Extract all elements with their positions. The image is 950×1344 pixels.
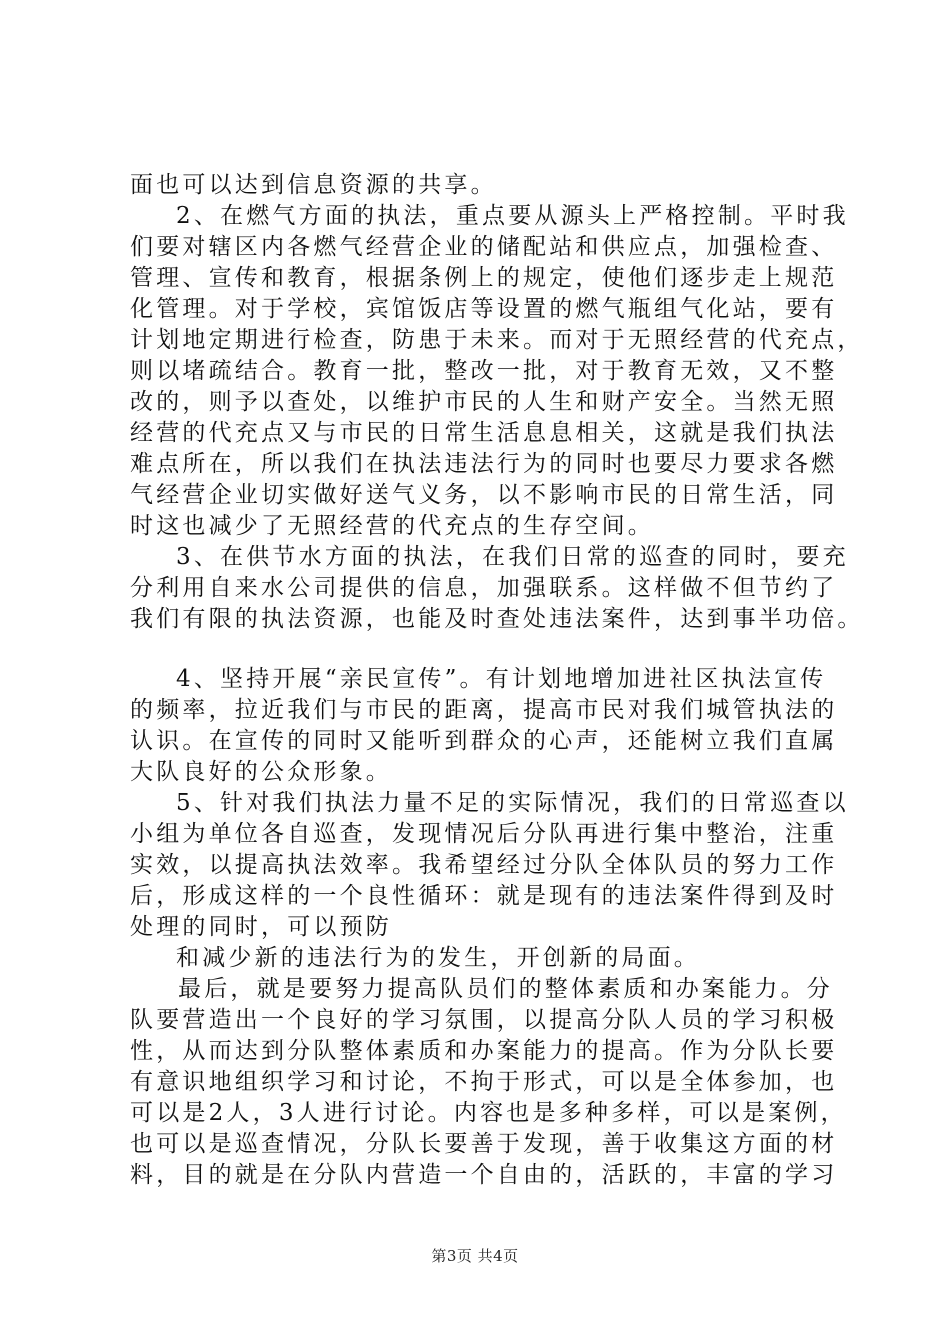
paragraph-2-start: 2、在燃气方面的执法，重点要从源头上严格控制。平时我 bbox=[176, 203, 849, 229]
paragraph-3-start: 3、在供节水方面的执法，在我们日常的巡查的同时，要充 bbox=[176, 544, 849, 570]
paragraph-4-start: 4、坚持开展“亲民宣传”。有计划地增加进社区执法宣传 bbox=[176, 666, 827, 692]
text-line: 性，从而达到分队整体素质和办案能力的提高。作为分队长要 bbox=[130, 1038, 838, 1064]
page-number-footer: 第3页 共4页 bbox=[431, 1247, 519, 1265]
text-line: 化管理。对于学校，宾馆饭店等设置的燃气瓶组气化站，要有 bbox=[130, 296, 838, 322]
text-line: 气经营企业切实做好送气义务，以不影响市民的日常生活，同 bbox=[130, 482, 838, 508]
text-line: 处理的同时，可以预防 bbox=[130, 914, 392, 940]
text-line: 分利用自来水公司提供的信息，加强联系。这样做不但节约了 bbox=[130, 575, 838, 601]
text-line: 和减少新的违法行为的发生，开创新的局面。 bbox=[176, 945, 700, 971]
text-line: 认识。在宣传的同时又能听到群众的心声，还能树立我们直属 bbox=[130, 728, 838, 754]
text-line: 料，目的就是在分队内营造一个自由的，活跃的，丰富的学习 bbox=[130, 1162, 838, 1188]
text-line: 面也可以达到信息资源的共享。 bbox=[130, 172, 497, 198]
text-line: 后，形成这样的一个良性循环：就是现有的违法案件得到及时 bbox=[130, 883, 838, 909]
text-line: 也可以是巡查情况，分队长要善于发现，善于收集这方面的材 bbox=[130, 1131, 838, 1157]
text-line: 经营的代充点又与市民的日常生活息息相关，这就是我们执法 bbox=[130, 420, 838, 446]
text-line: 可以是2人，3人进行讨论。内容也是多种多样，可以是案例， bbox=[130, 1100, 847, 1126]
paragraph-final-start: 最后，就是要努力提高队员们的整体素质和办案能力。分 bbox=[178, 976, 833, 1002]
text-line: 实效，以提高执法效率。我希望经过分队全体队员的努力工作 bbox=[130, 852, 838, 878]
text-line: 难点所在，所以我们在执法违法行为的同时也要尽力要求各燃 bbox=[130, 451, 838, 477]
text-line: 大队良好的公众形象。 bbox=[130, 759, 392, 785]
text-line: 则以堵疏结合。教育一批，整改一批，对于教育无效，又不整 bbox=[130, 358, 838, 384]
text-line: 们要对辖区内各燃气经营企业的储配站和供应点，加强检查、 bbox=[130, 234, 838, 260]
text-line: 时这也减少了无照经营的代充点的生存空间。 bbox=[130, 513, 654, 539]
text-line: 我们有限的执法资源，也能及时查处违法案件，达到事半功倍。 bbox=[130, 606, 864, 632]
text-line: 管理、宣传和教育，根据条例上的规定，使他们逐步走上规范 bbox=[130, 265, 838, 291]
text-line: 小组为单位各自巡查，发现情况后分队再进行集中整治，注重 bbox=[130, 821, 838, 847]
paragraph-5-start: 5、针对我们执法力量不足的实际情况，我们的日常巡查以 bbox=[176, 790, 849, 816]
text-line: 计划地定期进行检查，防患于未来。而对于无照经营的代充点， bbox=[130, 327, 864, 353]
text-line: 队要营造出一个良好的学习氛围，以提高分队人员的学习积极 bbox=[130, 1007, 838, 1033]
text-line: 改的，则予以查处，以维护市民的人生和财产安全。当然无照 bbox=[130, 389, 838, 415]
text-line: 有意识地组织学习和讨论，不拘于形式，可以是全体参加，也 bbox=[130, 1069, 838, 1095]
text-line: 的频率，拉近我们与市民的距离，提高市民对我们城管执法的 bbox=[130, 697, 838, 723]
